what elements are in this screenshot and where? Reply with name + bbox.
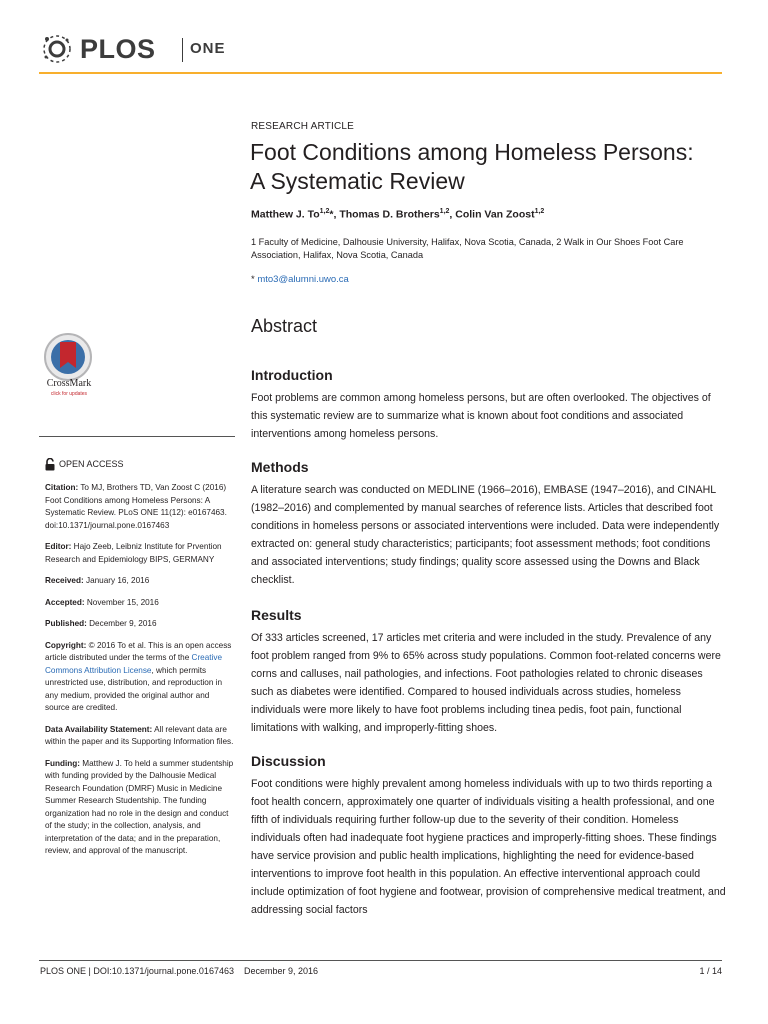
- crossmark-label: CrossMark: [46, 378, 92, 389]
- section-text: Foot problems are common among homeless persons, but are often overlooked. The objectives of this systematic review are to summarize what is known about foot conditions and associated interventions among homeless persons.: [251, 392, 711, 440]
- crossmark-badge[interactable]: [40, 332, 96, 404]
- funding: [45, 758, 235, 858]
- brand-name: PLOS: [80, 34, 156, 64]
- abstract-heading: Abstract: [251, 316, 318, 336]
- footer-rule: [39, 960, 722, 961]
- editor-label: Editor:: [45, 542, 72, 551]
- correspondence-email-link[interactable]: mto3@alumni.uwo.ca: [257, 274, 349, 285]
- editor: [45, 541, 235, 566]
- article-info-sidebar: [45, 458, 235, 867]
- abstract-section-results: [251, 607, 726, 737]
- page-number: 1 / 14: [699, 966, 722, 976]
- author-list: Matthew J. To$^{1,2}$*, Thomas D. Brothers$^{1,2}$, Colin Van Zoost$^{1,2}$: [251, 208, 545, 221]
- author-name: Thomas D. Brothers: [339, 208, 440, 221]
- brand-divider: [182, 38, 183, 62]
- editor-text: Hajo Zeeb, Leibniz Institute for Prvention Research and Epidemiology BIPS, GERMANY: [45, 542, 222, 564]
- received-date: [45, 575, 235, 588]
- crossmark-icon: [43, 332, 93, 382]
- abstract-section-methods: [251, 459, 726, 589]
- accepted-date: [45, 597, 235, 610]
- received-label: Received:: [45, 576, 84, 585]
- author-affiliation-marker: 1,2: [439, 208, 450, 215]
- affiliations: 1 Faculty of Medicine, Dalhousie University, Halifax, Nova Scotia, Canada, 2 Walk in Our Shoes Foot Care Association, Halifax, Nova Scotia, Canada: [251, 237, 684, 260]
- data-availability-text: All relevant data are within the paper and its Supporting Information files.: [45, 724, 234, 746]
- published-text: December 9, 2016: [89, 619, 157, 628]
- citation: [45, 482, 235, 532]
- citation-text: To MJ, Brothers TD, Van Zoost C (2016) Foot Conditions among Homeless Persons: A Systematic Review. PLoS ONE 11(12): e0167463. doi:10.1371/journal.pone.0167463: [45, 483, 227, 530]
- header-rule: [39, 72, 722, 74]
- author-affiliation-marker: 1,2: [319, 208, 330, 215]
- data-availability-label: Data Availability Statement:: [45, 724, 153, 734]
- open-access-label: OPEN ACCESS: [59, 459, 124, 470]
- footer-citation: PLOS ONE | DOI:10.1371/journal.pone.0167463 December 9, 2016: [40, 966, 319, 976]
- copyright: [45, 640, 235, 715]
- funding-text: Matthew J. To held a summer studentship with funding provided by the Dalhousie Medical Research Foundation (DMRF) Music in Medicine Summer Research Studentship. The funding organization had no role in the design and conduct of the study; in the collection, analysis, and interpretation of the data; and in the preparation, review, and approval of the manuscript.: [45, 758, 234, 855]
- journal-header: [36, 30, 756, 70]
- open-lock-icon: [45, 458, 56, 471]
- section-heading: Methods: [251, 459, 309, 475]
- section-text: Foot conditions were highly prevalent among homeless individuals with up to two thirds reporting a foot health concern, approximately one quarter of individuals visiting a health professional, and one fifth of individuals requiring further follow-up due to the severity of their condition. Homeless individuals often had inadequate foot hygiene practices and improperly-fitting shoes. These findings have service provision and public health implications, highlighting the need for evidence-based interventions to improve foot health in this population. An effective interventional approach could include optimization of foot hygiene and footwear, provision of comprehensive medical treatment, and addressing social factors: [251, 778, 726, 916]
- data-availability: [45, 724, 235, 749]
- abstract-section-introduction: [251, 367, 726, 443]
- plos-logo-icon: [40, 32, 74, 66]
- section-heading: Introduction: [251, 367, 333, 383]
- journal-name: ONE: [190, 40, 226, 57]
- correspondence-marker: *: [251, 274, 255, 285]
- funding-label: Funding:: [45, 758, 81, 768]
- citation-label: Citation:: [45, 483, 79, 492]
- open-access-badge: [45, 458, 235, 471]
- crossmark-sublabel: click for updates: [50, 391, 88, 397]
- received-text: January 16, 2016: [85, 576, 150, 585]
- copyright-text-end: , which permits unrestricted use, distribution, and reproduction in any medium, provided the original author and source are credited.: [45, 665, 223, 712]
- title-line-2: A Systematic Review: [250, 168, 465, 194]
- section-text: Of 333 articles screened, 17 articles met criteria and were included in the study. Prevalence of any foot problem ranged from 9% to 65% across study populations. Common foot-related concerns were corns and calluses, nail pathologies, and infections. Foot pathologies related to chronic diseases such as diabetes were identified. Compared to housed individuals across studies, homeless individuals were more likely to have foot problems including tinea pedis, foot pain, functional limitations with walking, and improperly-fitting shoes.: [251, 632, 721, 734]
- accepted-label: Accepted:: [45, 597, 85, 607]
- correspondence: [251, 274, 349, 285]
- abstract-section-discussion: [251, 753, 726, 919]
- accepted-text: November 15, 2016: [86, 597, 159, 607]
- section-heading: Results: [251, 607, 302, 623]
- published-label: Published:: [45, 619, 87, 628]
- author-name: Colin Van Zoost: [455, 208, 535, 221]
- author-name: Matthew J. To: [251, 208, 320, 221]
- article-type: RESEARCH ARTICLE: [251, 121, 355, 132]
- section-text: A literature search was conducted on MEDLINE (1966–2016), EMBASE (1947–2016), and CINAHL (1982–2016) and complemented by manual searches of reference lists. Articles that described foot conditions in homeless persons or associated interventions were included. Data were independently extracted on: general study characteristics; participants; foot assessment methods; foot conditions and associated interventions; study findings; quality score assessed using the Downs and Black checklist.: [251, 484, 720, 586]
- author-affiliation-marker: 1,2: [534, 208, 545, 215]
- title-line-1: Foot Conditions among Homeless Persons:: [250, 139, 694, 165]
- sidebar-rule: [39, 436, 235, 437]
- copyright-label: Copyright:: [45, 640, 87, 650]
- section-heading: Discussion: [251, 753, 326, 769]
- article-title: [250, 138, 720, 196]
- published-date: [45, 618, 235, 631]
- copyright-text: © 2016 To et al. This is an open access article distributed under the terms of the: [45, 640, 232, 662]
- license-link[interactable]: Creative Commons Attribution License: [45, 653, 223, 675]
- corresponding-marker: *: [329, 208, 334, 221]
